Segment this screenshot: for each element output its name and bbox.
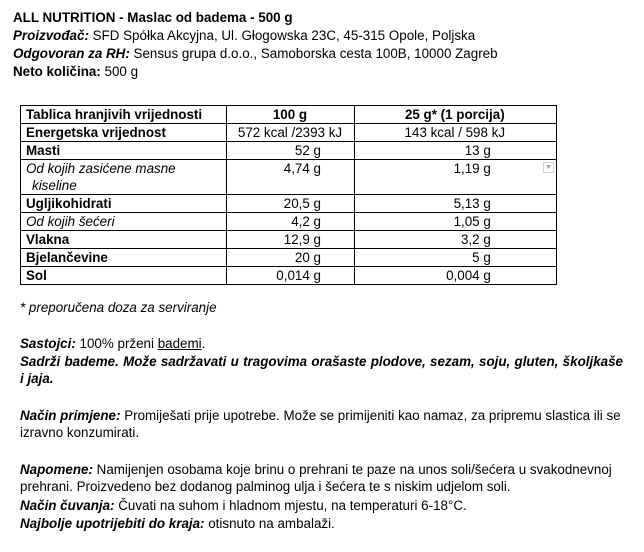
table-row — [21, 124, 557, 142]
ingredients-text-end: . — [201, 336, 206, 351]
net-quantity-line — [13, 63, 633, 80]
nutrient-name-line2: kiseline — [32, 178, 77, 193]
nutrient-name: Vlakna — [21, 231, 227, 249]
table-row — [21, 213, 557, 231]
responsible-label: Odgovoran za RH: — [13, 46, 130, 61]
table-row — [21, 249, 557, 267]
value-100g: 20,5 g — [283, 196, 321, 211]
storage-line — [20, 497, 623, 514]
value-100g: 0,014 g — [276, 268, 321, 283]
usage-paragraph — [20, 407, 623, 441]
table-row — [21, 160, 557, 195]
storage-text: Čuvati na suhom i hladnom mjestu, na temperaturi 6-18°C. — [114, 498, 467, 513]
best-before-label: Najbolje upotrijebiti do kraja: — [20, 516, 205, 531]
nutrient-name: Sol — [21, 267, 227, 285]
ingredients-line — [20, 335, 623, 352]
table-row — [21, 231, 557, 249]
value-100g: 20 g — [294, 250, 321, 265]
nutrient-name: Od kojih šećeri — [21, 213, 227, 231]
value-100g: 52 g — [294, 143, 321, 158]
value-25g: 1,05 g — [453, 214, 491, 229]
value-25g: 1,19 g — [453, 161, 491, 176]
value-100g: 4,2 g — [291, 214, 321, 229]
responsible-value: Sensus grupa d.o.o., Samoborska cesta 100B, 10000 Zagreb — [129, 46, 498, 61]
nutrient-name: Ugljikohidrati — [21, 195, 227, 213]
table-header-100g: 100 g — [227, 106, 354, 124]
ingredients-highlight: bademi — [157, 336, 202, 351]
table-row — [21, 195, 557, 213]
producer-label: Proizvođač: — [13, 28, 89, 43]
nutrient-name: Masti — [21, 142, 227, 160]
value-25g: 5 g — [472, 250, 491, 265]
value-25g: 13 g — [464, 143, 491, 158]
best-before-line — [20, 515, 623, 532]
usage-text: Promiješati prije upotrebe. Može se primijeniti kao namaz, za pripremu slastica ili se izravno konzumirati. — [20, 408, 621, 440]
ingredients-text: 100% prženi — [75, 336, 158, 351]
nutrient-name: Energetska vrijednost — [21, 124, 227, 142]
value-100g: 572 kcal /2393 kJ — [227, 124, 354, 142]
table-row — [21, 142, 557, 160]
nutrition-table — [20, 105, 557, 285]
ingredients-label: Sastojci: — [20, 336, 76, 351]
table-header-25g: 25 g* (1 porcija) — [354, 106, 556, 124]
allergen-statement: Sadrži bademe. Može sadržavati u tragovima orašaste plodove, sezam, soju, gluten, školjkaše i jaja. — [20, 354, 623, 386]
value-25g: 5,13 g — [453, 196, 491, 211]
notes-label: Napomene: — [20, 462, 93, 477]
table-header-row — [21, 106, 557, 124]
usage-label: Način primjene: — [20, 408, 121, 423]
nutrient-name — [21, 160, 227, 195]
dropdown-arrow-icon[interactable]: ▼ — [543, 162, 554, 173]
table-row — [21, 267, 557, 285]
product-title: ALL NUTRITION - Maslac od badema - 500 g — [13, 10, 293, 25]
nutrient-name-line1: Od kojih zasićene masne — [26, 161, 176, 176]
net-quantity-label: Neto količina: — [13, 64, 101, 79]
value-100g: 4,74 g — [283, 161, 321, 176]
table-header-name: Tablica hranjivih vrijednosti — [21, 106, 227, 124]
storage-label: Način čuvanja: — [20, 498, 115, 513]
nutrient-name: Bjelančevine — [21, 249, 227, 267]
best-before-text: otisnuto na ambalaži. — [204, 516, 335, 531]
producer-value: SFD Spółka Akcyjna, Ul. Głogowska 23C, 45-315 Opole, Poljska — [88, 28, 476, 43]
responsible-line — [13, 45, 633, 62]
value-100g: 12,9 g — [283, 232, 321, 247]
value-25g: 3,2 g — [461, 232, 491, 247]
net-quantity-value: 500 g — [100, 64, 139, 79]
notes-text: Namijenjen osobama koje brinu o prehrani te paze na unos soli/šećera u svakodnevnoj prehrani. Proizvedeno bez dodanog palminog ulja i šećera te s niskim udjelom soli. — [20, 462, 612, 494]
value-25g: 0,004 g — [446, 268, 491, 283]
serving-footnote: * preporučena doza za serviranje — [20, 300, 217, 315]
producer-line — [13, 27, 633, 44]
value-25g: 143 kcal / 598 kJ — [354, 124, 556, 142]
notes-paragraph — [20, 461, 623, 495]
